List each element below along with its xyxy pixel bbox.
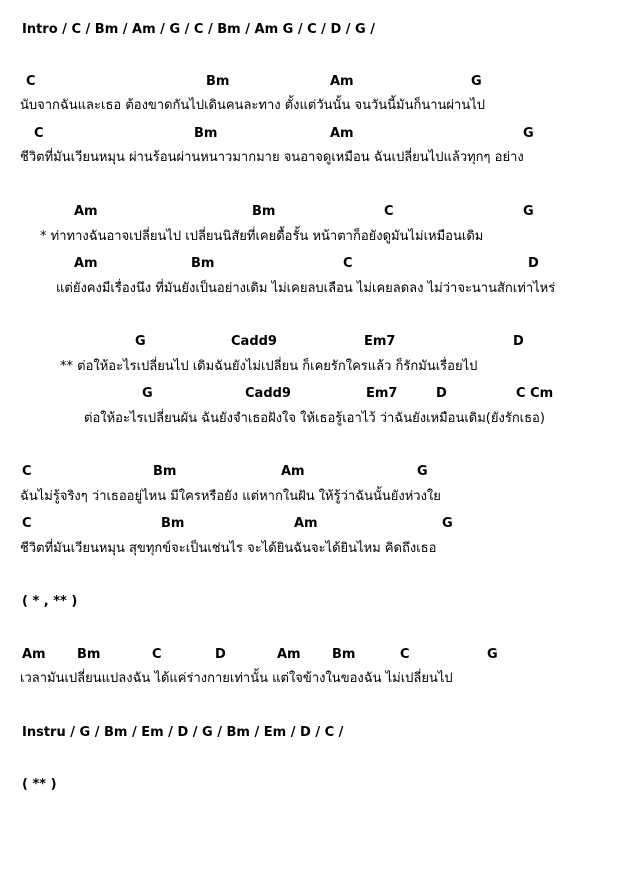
chord: C <box>26 74 36 89</box>
chord: Am <box>22 647 46 662</box>
chord: C <box>34 126 44 141</box>
chord: G <box>471 74 482 89</box>
chord: C <box>22 464 32 479</box>
chord: Bm <box>153 464 177 479</box>
chord: C <box>22 516 32 531</box>
chord: C <box>400 647 410 662</box>
lyric-line: ชีวิตที่มันเวียนหมุน ผ่านร้อนผ่านหนาวมากมาย จนอาจดูเหมือน ฉันเปลี่ยนไปแล้วทุกๆ อย่าง <box>20 150 524 165</box>
chord: Am <box>281 464 305 479</box>
chord: Bm <box>206 74 230 89</box>
chord: G <box>523 204 534 219</box>
chord: C <box>343 256 353 271</box>
chord: C Cm <box>516 386 554 401</box>
lyric-line: ฉันไม่รู้จริงๆ ว่าเธออยู่ไหน มีใครหรือยัง แต่หากในฝัน ให้รู้ว่าฉันนั้นยังห่วงใย <box>20 489 441 504</box>
lyric-line: นับจากฉันและเธอ ต้องขาดกันไปเดินคนละทาง ตั้งแต่วันนั้น จนวันนี้มันก็นานผ่านไป <box>20 98 486 113</box>
chord: Cadd9 <box>245 386 291 401</box>
chord: G <box>523 126 534 141</box>
chord: G <box>487 647 498 662</box>
chord: Am <box>74 204 98 219</box>
chord: D <box>215 647 226 662</box>
chord: Bm <box>194 126 218 141</box>
chord: G <box>417 464 428 479</box>
lyric-line: ** ต่อให้อะไรเปลี่ยนไป เดิมฉันยังไม่เปลี่ยน ก็เคยรักใครแล้ว ก็รักมันเรื่อยไป <box>60 359 478 374</box>
intro-line: Intro / C / Bm / Am / G / C / Bm / Am G / C / D / G / <box>22 22 375 37</box>
instrumental-line: Instru / G / Bm / Em / D / G / Bm / Em / D / C / <box>22 725 344 740</box>
chord: C <box>384 204 394 219</box>
chord: G <box>135 334 146 349</box>
chord: Bm <box>252 204 276 219</box>
chord: Bm <box>191 256 215 271</box>
chord: Am <box>330 74 354 89</box>
chord: Am <box>330 126 354 141</box>
chord: Bm <box>332 647 356 662</box>
lyric-line: แต่ยังคงมีเรื่องนึง ที่มันยังเป็นอย่างเดิม ไม่เคยลบเลือน ไม่เคยลดลง ไม่ว่าจะนานสักเท่าไหร่ <box>56 281 556 296</box>
chord: Bm <box>77 647 101 662</box>
repeat-marker: ( ** ) <box>22 777 57 792</box>
repeat-marker: ( * , ** ) <box>22 594 78 609</box>
lyric-line: ต่อให้อะไรเปลี่ยนผัน ฉันยังจำเธอฝังใจ ให้เธอรู้เอาไว้ ว่าฉันยังเหมือนเดิม(ยังรักเธอ) <box>84 411 545 426</box>
chord: G <box>442 516 453 531</box>
chord: Em7 <box>364 334 396 349</box>
chord: C <box>152 647 162 662</box>
lyric-line: * ท่าทางฉันอาจเปลี่ยนไป เปลี่ยนนิสัยที่เคยดื้อรั้น หน้าตาก็อยังดูมันไม่เหมือนเดิม <box>40 229 484 244</box>
lyric-line: ชีวิตที่มันเวียนหมุน สุขทุกข์จะเป็นเช่นไร จะได้ยินฉันจะได้ยินไหม คิดถึงเธอ <box>20 541 437 556</box>
chord: D <box>436 386 447 401</box>
chord: Am <box>74 256 98 271</box>
chord: Cadd9 <box>231 334 277 349</box>
chord: D <box>513 334 524 349</box>
lyric-line: เวลามันเปลี่ยนแปลงฉัน ได้แค่ร่างกายเท่านั้น แต่ใจข้างในของฉัน ไม่เปลี่ยนไป <box>20 671 453 686</box>
chord: Em7 <box>366 386 398 401</box>
chord: Am <box>277 647 301 662</box>
chord: Bm <box>161 516 185 531</box>
chord: G <box>142 386 153 401</box>
chord: D <box>528 256 539 271</box>
chord: Am <box>294 516 318 531</box>
